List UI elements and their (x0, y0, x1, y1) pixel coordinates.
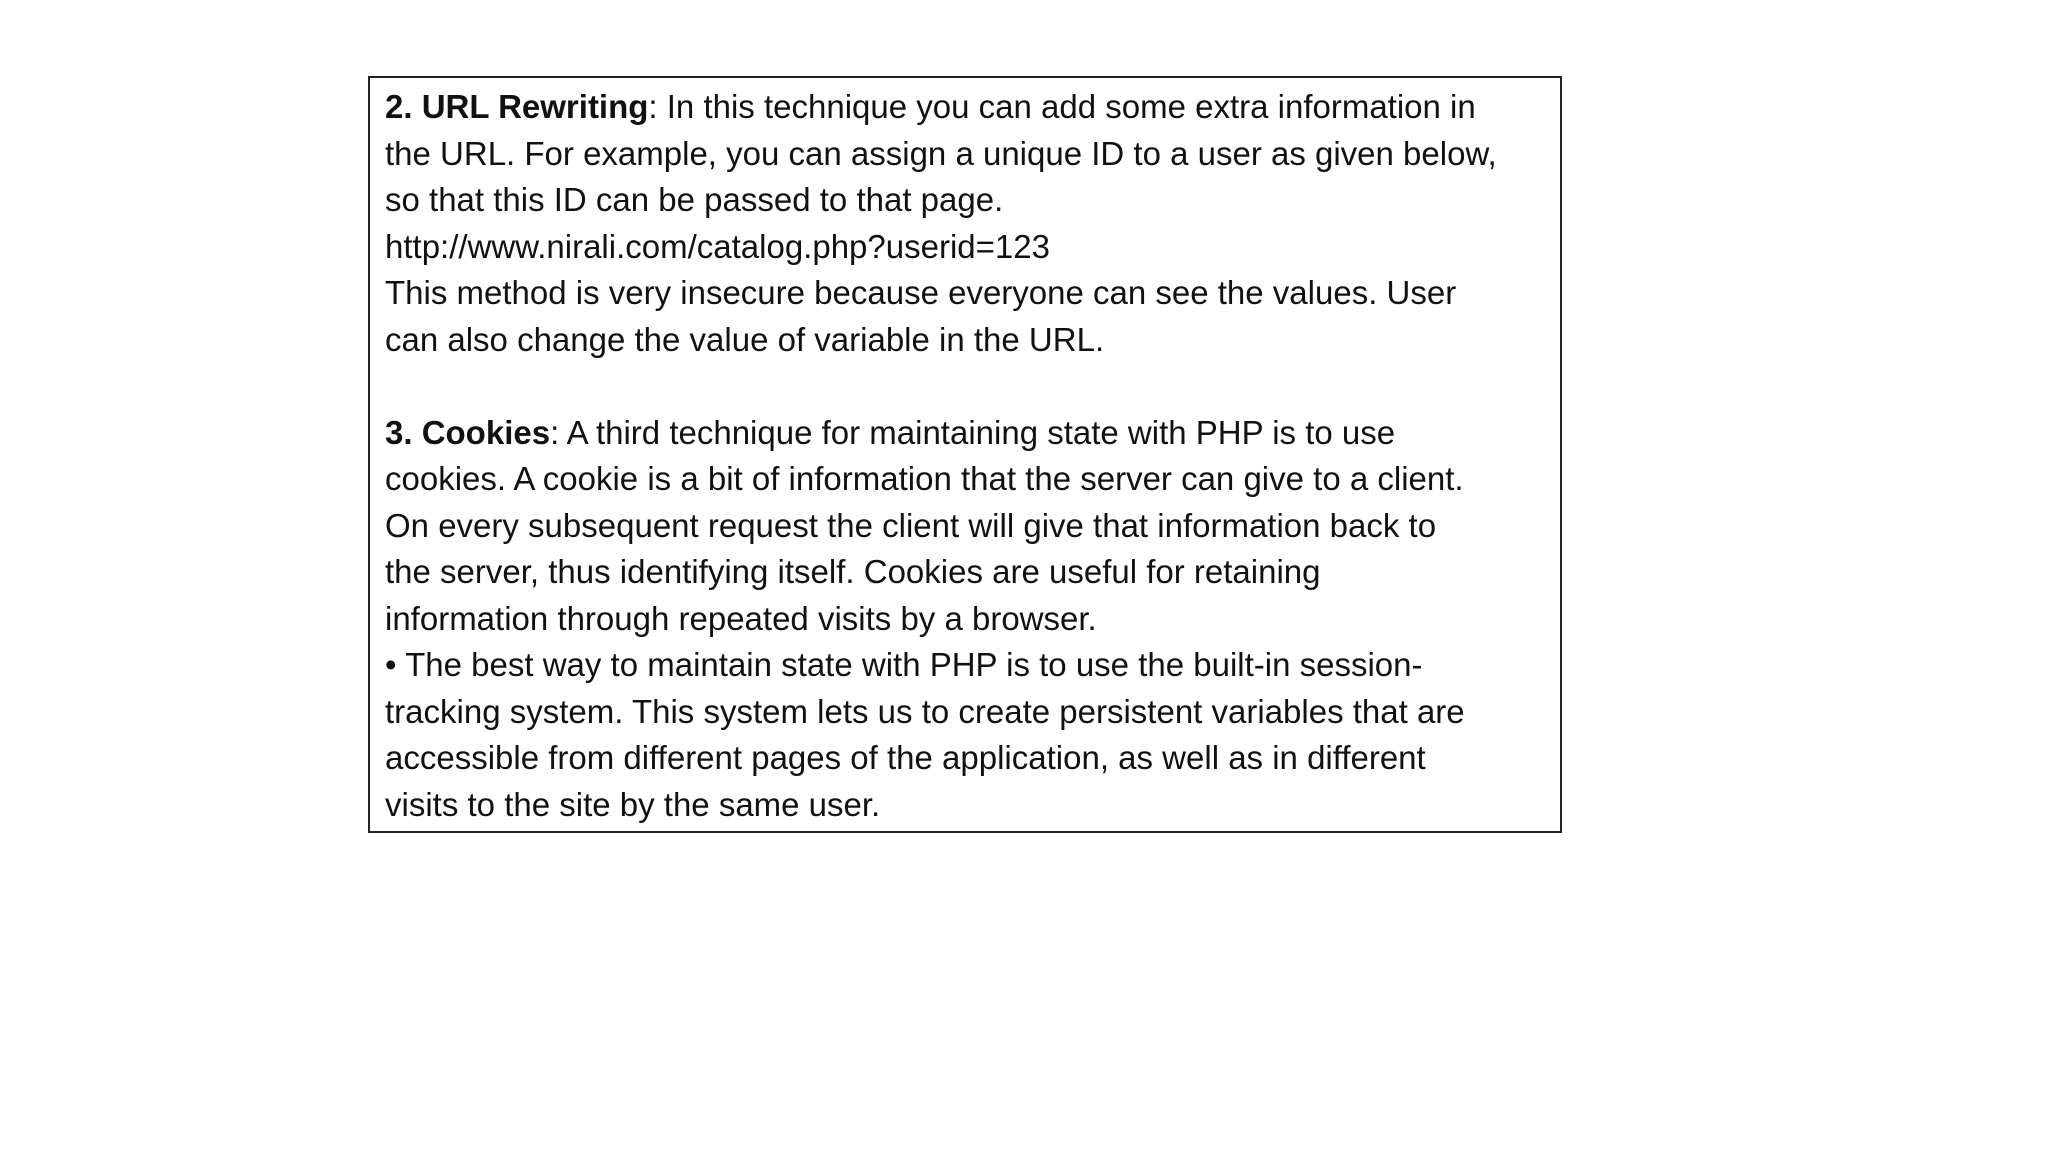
url-rewriting-line-1 (385, 84, 1546, 131)
url-rewriting-line-6: can also change the value of variable in the URL. (385, 320, 1105, 358)
bullet-line-1: • The best way to maintain state with PHP is to use the built-in session- (385, 646, 1423, 683)
url-rewriting-heading: 2. URL Rewriting (385, 88, 649, 125)
cookies-line-1 (385, 410, 1546, 457)
cookies-line-2: cookies. A cookie is a bit of information that the server can give to a client. (385, 460, 1464, 497)
url-rewriting-line-2: the URL. For example, you can assign a unique ID to a user as given below, (385, 134, 1497, 172)
url-rewriting-text: : In this technique you can add some extra information in (648, 88, 1476, 125)
bullet-paragraph (385, 642, 1546, 828)
cookies-paragraph (385, 410, 1546, 643)
cookies-line-5: information through repeated visits by a browser. (385, 599, 1097, 637)
bullet-line-4: visits to the site by the same user. (385, 785, 881, 823)
bullet-line-2: tracking system. This system lets us to create persistent variables that are (385, 692, 1465, 730)
cookies-heading: 3. Cookies (385, 413, 551, 451)
example-url: http://www.nirali.com/catalog.php?userid=123 (385, 227, 1050, 265)
url-rewriting-line-5: This method is very insecure because everyone can see the values. User (385, 274, 1457, 311)
text-box (368, 76, 1562, 833)
paragraph-spacer (385, 363, 1546, 410)
url-rewriting-paragraph (385, 84, 1546, 363)
cookies-line-4: the server, thus identifying itself. Cookies are useful for retaining (385, 553, 1321, 590)
cookies-text: : A third technique for maintaining state with PHP is to use (550, 413, 1396, 451)
bullet-line-3: accessible from different pages of the application, as well as in different (385, 739, 1426, 776)
cookies-line-3: On every subsequent request the client will give that information back to (385, 506, 1437, 544)
url-rewriting-line-3: so that this ID can be passed to that page. (385, 181, 1004, 218)
